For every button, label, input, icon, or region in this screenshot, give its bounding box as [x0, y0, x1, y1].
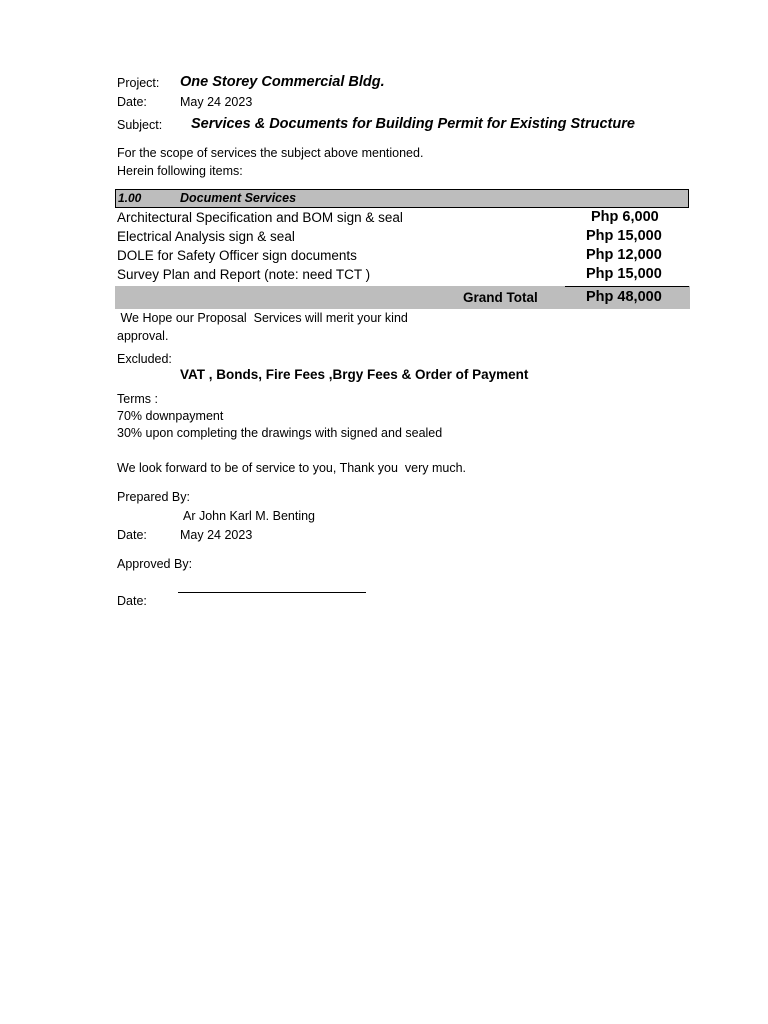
- thanks-line: We look forward to be of service to you, Thank you very much.: [117, 461, 467, 475]
- approved-by-label: Approved By:: [117, 557, 193, 571]
- item-description: DOLE for Safety Officer sign documents: [117, 248, 357, 263]
- terms-item: 30% upon completing the drawings with signed and sealed: [117, 426, 443, 440]
- item-price: Php 12,000: [586, 247, 662, 263]
- signature-line: [178, 592, 366, 593]
- prepared-by-name: Ar John Karl M. Benting: [183, 509, 316, 523]
- terms-item: 70% downpayment: [117, 409, 224, 423]
- prepared-by-label: Prepared By:: [117, 490, 190, 504]
- terms-label: Terms :: [117, 392, 158, 406]
- prepared-date-label: Date:: [117, 528, 147, 542]
- grand-total-label: Grand Total: [463, 290, 538, 305]
- excluded-label: Excluded:: [117, 352, 172, 366]
- item-price: Php 15,000: [586, 228, 662, 244]
- prepared-date-value: May 24 2023: [180, 528, 253, 542]
- grand-total-value: Php 48,000: [586, 289, 662, 305]
- item-price: Php 15,000: [586, 266, 662, 282]
- section-title: Document Services: [180, 191, 297, 205]
- item-description: Survey Plan and Report (note: need TCT ): [117, 267, 371, 282]
- hope-line-1: We Hope our Proposal Services will merit your kind: [117, 311, 408, 325]
- excluded-value: VAT , Bonds, Fire Fees ,Brgy Fees & Order of Payment: [180, 367, 529, 382]
- intro-line-1: For the scope of services the subject above mentioned.: [117, 146, 424, 160]
- item-price: Php 6,000: [591, 209, 659, 225]
- section-number: 1.00: [118, 191, 142, 205]
- item-description: Architectural Specification and BOM sign & seal: [117, 210, 403, 225]
- subject-label: Subject:: [117, 118, 163, 132]
- date-value: May 24 2023: [180, 95, 253, 109]
- total-rule: [565, 286, 689, 287]
- hope-line-2: approval.: [117, 329, 169, 343]
- item-description: Electrical Analysis sign & seal: [117, 229, 295, 244]
- date-label: Date:: [117, 95, 147, 109]
- intro-line-2: Herein following items:: [117, 164, 243, 178]
- subject-value: Services & Documents for Building Permit for Existing Structure: [191, 116, 635, 132]
- approved-date-label: Date:: [117, 594, 147, 608]
- project-label: Project:: [117, 76, 160, 90]
- project-value: One Storey Commercial Bldg.: [180, 74, 385, 90]
